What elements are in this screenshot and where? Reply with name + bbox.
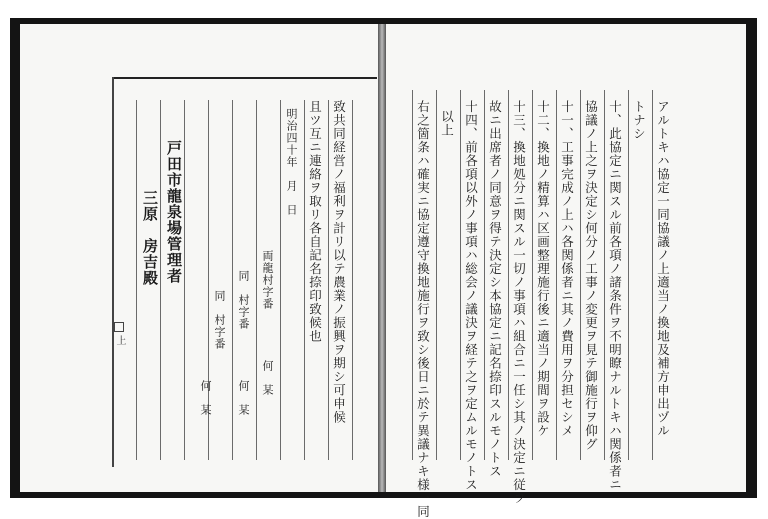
sheet-top-edge xyxy=(112,77,377,79)
ruled-line xyxy=(256,100,257,460)
right-text-closing: 以上 xyxy=(439,110,455,137)
ruled-line xyxy=(628,90,629,460)
margin-note: 上 xyxy=(114,335,125,345)
left-text-line-2: 且ツ互ニ連絡ヲ取リ各自記名捺印致候也 xyxy=(307,100,323,343)
ruled-line xyxy=(436,90,437,460)
ruled-line xyxy=(556,90,557,460)
left-text-line-1: 致共同経営ノ福利ヲ計リ以テ農業ノ振興ヲ期シ可申候 xyxy=(331,100,347,424)
addressee-name: 三原 房吉殿 xyxy=(141,190,159,286)
ruled-line xyxy=(508,90,509,460)
right-text-line-11: 右之箇条ハ確実ニ協定遵守換地施行ヲ致シ後日ニ於テ異議ナキ様一同 xyxy=(415,100,431,519)
date-line: 明治四十年 月 日 xyxy=(285,108,298,216)
right-text-line-5: 十一、工事完成ノ上ハ各関係者ニ其ノ費用ヲ分担セシメ xyxy=(559,100,575,438)
right-text-line-4: 協議ノ上之ヲ決定シ何分ノ工事ノ変更ヲ見テ御施行ヲ仰グ xyxy=(583,100,599,451)
signatory-2-place: 同 村字番 xyxy=(237,270,250,330)
addressee-title: 戸田市龍泉場管理者 xyxy=(165,140,183,284)
left-page xyxy=(20,24,378,492)
ruled-line xyxy=(184,100,185,460)
ruled-line xyxy=(580,90,581,460)
signatory-3-name: 何 某 xyxy=(199,380,212,416)
ruled-line xyxy=(460,90,461,460)
ruled-line xyxy=(352,100,353,460)
right-text-line-3: 十、此協定ニ関スル前各項ノ諸条件ヲ不明瞭ナルトキハ関係者ニ xyxy=(607,100,623,492)
ruled-line xyxy=(484,90,485,460)
ruled-line xyxy=(160,100,161,460)
book-gutter xyxy=(378,24,386,492)
right-text-line-7: 十三、換地処分ニ関スル一切ノ事項ハ組合ニ一任シ其ノ決定ニ従フ xyxy=(511,100,527,505)
ruled-line xyxy=(328,100,329,460)
ruled-line xyxy=(604,90,605,460)
right-text-line-6: 十二、換地ノ精算ハ区画整理施行後ニ適当ノ期間ヲ設ケ xyxy=(535,100,551,438)
right-text-line-9: 十四、前各項以外ノ事項ハ総会ノ議決ヲ経テ之ヲ定ムルモノトス xyxy=(463,100,479,492)
margin-mark xyxy=(114,322,124,332)
ruled-line xyxy=(412,90,413,460)
ruled-line xyxy=(304,100,305,460)
ruled-line xyxy=(532,90,533,460)
signatory-2-name: 何 某 xyxy=(237,380,250,416)
right-text-line-2: トナシ xyxy=(631,100,647,141)
ruled-line xyxy=(652,90,653,460)
signatory-1-place: 両龍村字番 xyxy=(261,250,274,310)
right-text-line-1: アルトキハ協定一同協議ノ上適当ノ換地及補方申出ヅル xyxy=(655,100,671,438)
signatory-1-name: 何 某 xyxy=(261,360,274,396)
ruled-line xyxy=(232,100,233,460)
sheet-left-edge xyxy=(112,77,114,467)
right-text-line-8: 故ニ出席者ノ同意ヲ得テ決定シ本協定ニ記名捺印スルモノトス xyxy=(487,100,503,478)
ruled-line xyxy=(136,100,137,460)
ruled-line xyxy=(280,100,281,460)
signatory-3-place: 同 村字番 xyxy=(213,290,226,350)
